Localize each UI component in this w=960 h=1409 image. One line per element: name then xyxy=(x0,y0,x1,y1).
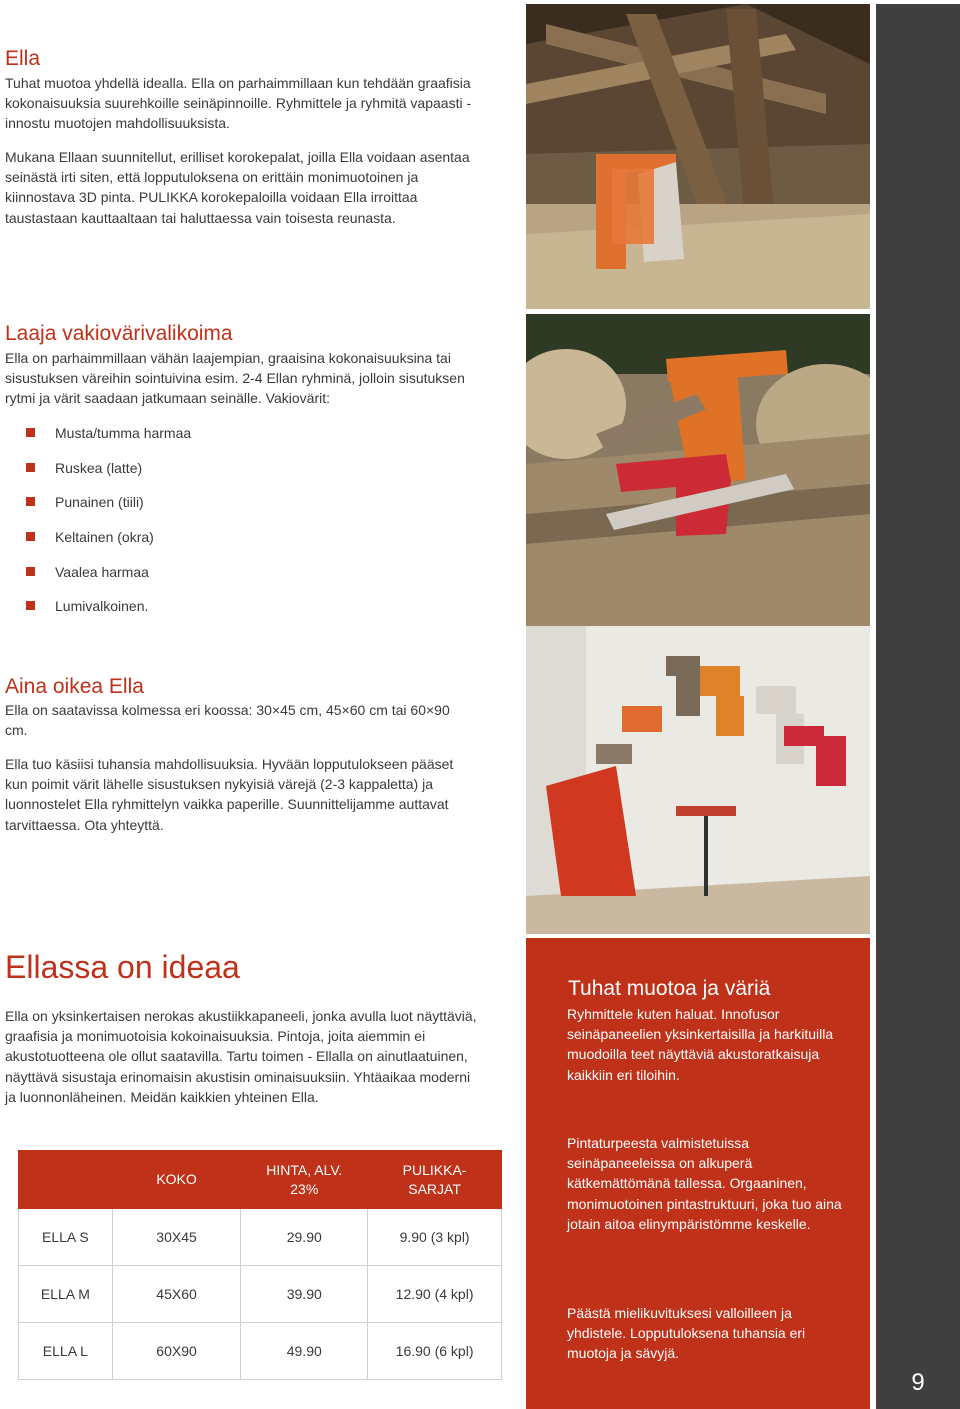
info-box-paragraph-3: Päästä mielikuvituksesi valloilleen ja yhdistele. Lopputuloksena tuhansia eri muotoja ja sävyjä. xyxy=(567,1305,806,1362)
table-header-cell: KOKO xyxy=(112,1151,241,1209)
color-list-item: Keltainen (okra) xyxy=(26,527,191,562)
color-list-item: Musta/tumma harmaa xyxy=(26,423,191,458)
sizes-paragraph: Ella on saatavissa kolmessa eri koossa: 30×45 cm, 45×60 cm tai 60×90 cm. xyxy=(5,702,450,739)
table-cell: ELLA M xyxy=(19,1266,113,1323)
section-title-sizes: Aina oikea Ella xyxy=(5,675,144,698)
photo-room-image xyxy=(526,626,870,934)
photo-room-with-chair xyxy=(526,626,870,934)
possibilities-paragraph: Ella tuo käsiisi tuhansia mahdollisuuksia. Hyvään lopputulokseen pääset kun poimit värit lähelle sisustuksen nykyisiä värejä (2-3 kappaletta) ja luonnostelet Ella ryhmittelyn vaikka paperille. Suunnittelijamme auttavat tarvittaessa. Ota yhteyttä. xyxy=(5,756,454,833)
table-cell: 9.90 (3 kpl) xyxy=(368,1209,502,1266)
bullet-square-icon xyxy=(26,532,35,541)
section-title-idea: Ellassa on ideaa xyxy=(5,949,240,985)
table-cell: 39.90 xyxy=(241,1266,368,1323)
price-table xyxy=(18,1150,502,1380)
info-box-paragraph-2: Pintaturpeesta valmistetuissa seinäpaneeleissa on alkuperä kätkemättömänä tallessa. Orgaaninen, monimuotoinen pintastruktuuri, joka tuo aina jotain aitoa elinympäristömme keskelle. xyxy=(567,1135,842,1232)
table-cell: 49.90 xyxy=(241,1323,368,1380)
bullet-square-icon xyxy=(26,567,35,576)
table-header-cell xyxy=(19,1151,113,1209)
table-cell: ELLA L xyxy=(19,1323,113,1380)
section-title-ella: Ella xyxy=(5,47,41,70)
table-cell: 45X60 xyxy=(112,1266,241,1323)
sidebar xyxy=(876,4,960,1409)
photo-panels-on-logs xyxy=(526,314,870,644)
ella-intro-paragraph: Tuhat muotoa yhdellä idealla. Ella on parhaimmillaan kun tehdään graafisia kokonaisuuksia suurehkoille seinäpinnoille. Ryhmittele ja ryhmitä vapaasti - innostu muotojen mahdollisuuksista. xyxy=(5,75,472,132)
colors-paragraph: Ella on parhaimmillaan vähän laajempian, graaisina kokonaisuuksina tai sisustuksen väreihin sointuivina esim. 2-4 Ellan ryhminä, jolloin sisutuksen rytmi ja värit saadaan jatkumaan seinälle. Vakiovärit: xyxy=(5,350,465,407)
table-header-cell: HINTA, ALV. 23% xyxy=(241,1151,368,1209)
photo-wood-pile-image xyxy=(526,4,870,309)
ella-pulikka-paragraph: Mukana Ellaan suunnitellut, erilliset korokepalat, joilla Ella voidaan asentaa seinästä irti siten, että lopputuloksena on erittäin monimuotoinen ja kiinnostava 3D pinta. PULIKKA korokepaloilla voidaan Ella irroittaa taustastaan kauttaaltaan tai haluttaessa vain toisesta reunasta. xyxy=(5,149,470,226)
table-cell: 60X90 xyxy=(112,1323,241,1380)
color-list-item: Ruskea (latte) xyxy=(26,458,191,493)
photo-logs-image xyxy=(526,314,870,644)
bullet-square-icon xyxy=(26,428,35,437)
info-box-title: Tuhat muotoa ja väriä xyxy=(568,977,771,1000)
table-row xyxy=(19,1266,502,1323)
idea-paragraph: Ella on yksinkertaisen nerokas akustiikkapaneeli, jonka avulla luot näyttäviä, graafisia ja monimuotoisia kokoinaisuuksia. Pintoja, joita aiemmin ei akustotuotteena ole ollut saatavilla. Tartu toimen - Ellalla on ainutlaatuinen, näyttävä sisustaja erinomaisin akustisin ominaisuuksiin. Yhtäaikaa moderni ja luonnonläheinen. Meidän kaikkien yhteinen Ella. xyxy=(5,1008,477,1105)
bullet-square-icon xyxy=(26,463,35,472)
table-cell: 16.90 (6 kpl) xyxy=(368,1323,502,1380)
table-cell: 30X45 xyxy=(112,1209,241,1266)
color-list xyxy=(26,423,191,631)
color-list-item: Punainen (tiili) xyxy=(26,492,191,527)
table-row xyxy=(19,1323,502,1380)
table-row xyxy=(19,1209,502,1266)
color-list-item: Lumivalkoinen. xyxy=(26,596,191,631)
bullet-square-icon xyxy=(26,497,35,506)
info-box xyxy=(526,938,870,1409)
section-title-colors: Laaja vakiovärivalikoima xyxy=(5,322,233,345)
page-number: 9 xyxy=(911,1369,925,1396)
table-cell: 12.90 (4 kpl) xyxy=(368,1266,502,1323)
photo-panels-on-wood-pile xyxy=(526,4,870,309)
bullet-square-icon xyxy=(26,601,35,610)
color-list-item: Vaalea harmaa xyxy=(26,562,191,597)
table-cell: 29.90 xyxy=(241,1209,368,1266)
table-cell: ELLA S xyxy=(19,1209,113,1266)
table-header-cell: PULIKKA-SARJAT xyxy=(368,1151,502,1209)
info-box-paragraph-1: Ryhmittele kuten haluat. Innofusor seinäpaneelien yksinkertaisilla ja harkituilla muodoilla teet näyttäviä akustoratkaisuja kaikkiin eri tiloihin. xyxy=(567,1006,834,1083)
table-header-row xyxy=(19,1151,502,1209)
